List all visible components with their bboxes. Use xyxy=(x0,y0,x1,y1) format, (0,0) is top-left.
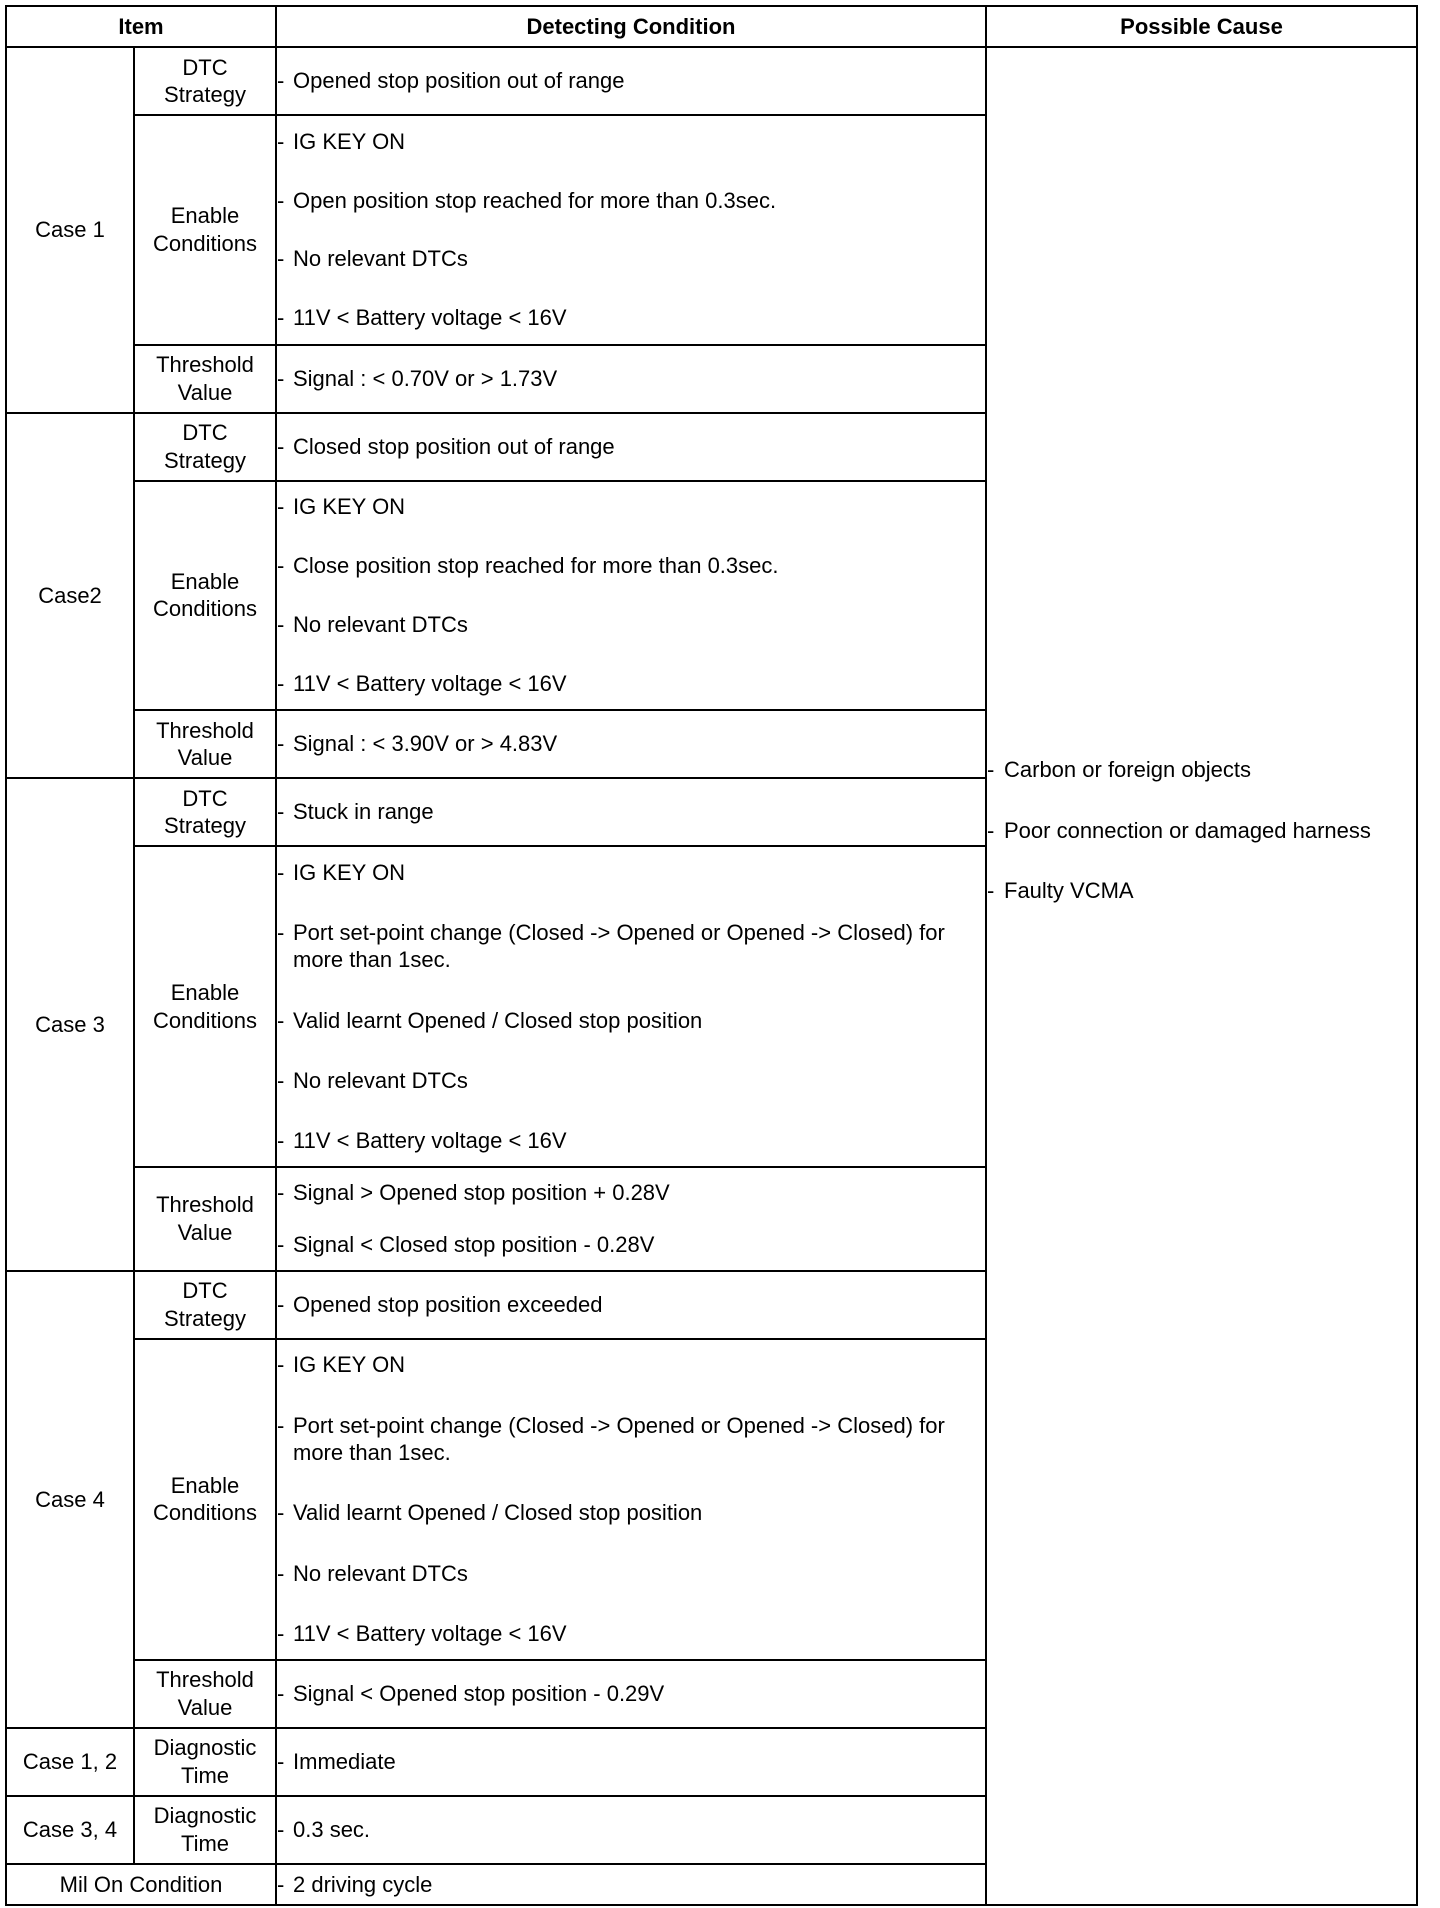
diagnostic-time-label: Diagnostic Time xyxy=(134,1796,276,1864)
case4-threshold-label: Threshold Value xyxy=(134,1660,276,1728)
diagnostic-time-value-1-2: - Immediate xyxy=(276,1728,986,1796)
case1-label: Case 1 xyxy=(6,47,134,413)
diagnostic-time-cases-3-4: Case 3, 4 xyxy=(6,1796,134,1864)
mil-on-condition-value: - 2 driving cycle xyxy=(276,1864,986,1905)
case1-dtc-strategy-label: DTC Strategy xyxy=(134,47,276,115)
dtc-detecting-condition-table xyxy=(5,5,1418,1906)
diagnostic-time-cases-1-2: Case 1, 2 xyxy=(6,1728,134,1796)
case1-enable-conditions-label: Enable Conditions xyxy=(134,115,276,344)
case3-dtc-strategy-label: DTC Strategy xyxy=(134,778,276,846)
case2-threshold-label: Threshold Value xyxy=(134,710,276,778)
cause-item: - Faulty VCMA xyxy=(987,878,1134,904)
case2-label: Case2 xyxy=(6,413,134,779)
case1-dtc-row xyxy=(6,47,1417,115)
case3-label: Case 3 xyxy=(6,778,134,1271)
case2-dtc-strategy-label: DTC Strategy xyxy=(134,413,276,481)
case4-threshold-value: - Signal < Opened stop position - 0.29V xyxy=(276,1660,986,1728)
case4-enable-conditions-label: Enable Conditions xyxy=(134,1339,276,1660)
cause-item: - Poor connection or damaged harness xyxy=(987,817,1371,843)
case3-enable-conditions-label: Enable Conditions xyxy=(134,846,276,1167)
header-possible-cause: Possible Cause xyxy=(986,6,1417,47)
possible-cause-cell xyxy=(986,47,1417,1905)
case1-dtc-strategy-value: - Opened stop position out of range xyxy=(276,47,986,115)
case4-enable-conditions-value: - IG KEY ON - Port set-point change (Closed -> Opened or Opened -> Closed) for more than 1sec. - Valid learnt Opened / Closed stop position - No relevant DTCs - 11V < Battery voltage < 16V xyxy=(276,1339,986,1660)
case2-threshold-value: - Signal : < 3.90V or > 4.83V xyxy=(276,710,986,778)
case2-enable-conditions-value: - IG KEY ON - Close position stop reached for more than 0.3sec. - No relevant DTCs - 11V < Battery voltage < 16V xyxy=(276,481,986,710)
case2-dtc-strategy-value: - Closed stop position out of range xyxy=(276,413,986,481)
case1-enable-conditions-value: - IG KEY ON - Open position stop reached for more than 0.3sec. - No relevant DTCs - 11V < Battery voltage < 16V xyxy=(276,115,986,344)
case1-threshold-value: - Signal : < 0.70V or > 1.73V xyxy=(276,345,986,413)
mil-on-condition-label: Mil On Condition xyxy=(6,1864,276,1905)
possible-cause-list xyxy=(987,756,1416,905)
diagnostic-time-label: Diagnostic Time xyxy=(134,1728,276,1796)
diagnostic-time-value-3-4: - 0.3 sec. xyxy=(276,1796,986,1864)
case3-threshold-label: Threshold Value xyxy=(134,1167,276,1271)
header-detecting-condition: Detecting Condition xyxy=(276,6,986,47)
case2-enable-conditions-label: Enable Conditions xyxy=(134,481,276,710)
case1-threshold-label: Threshold Value xyxy=(134,345,276,413)
case4-dtc-strategy-value: - Opened stop position exceeded xyxy=(276,1271,986,1339)
case3-enable-conditions-value: - IG KEY ON - Port set-point change (Closed -> Opened or Opened -> Closed) for more than 1sec. - Valid learnt Opened / Closed stop position - No relevant DTCs - 11V < Battery voltage < 16V xyxy=(276,846,986,1167)
cause-item: - Carbon or foreign objects xyxy=(987,757,1252,783)
header-item: Item xyxy=(6,6,276,47)
case3-threshold-value: - Signal > Opened stop position + 0.28V - Signal < Closed stop position - 0.28V xyxy=(276,1167,986,1271)
case3-dtc-strategy-value: - Stuck in range xyxy=(276,778,986,846)
case4-dtc-strategy-label: DTC Strategy xyxy=(134,1271,276,1339)
case4-label: Case 4 xyxy=(6,1271,134,1728)
header-row xyxy=(6,6,1417,47)
